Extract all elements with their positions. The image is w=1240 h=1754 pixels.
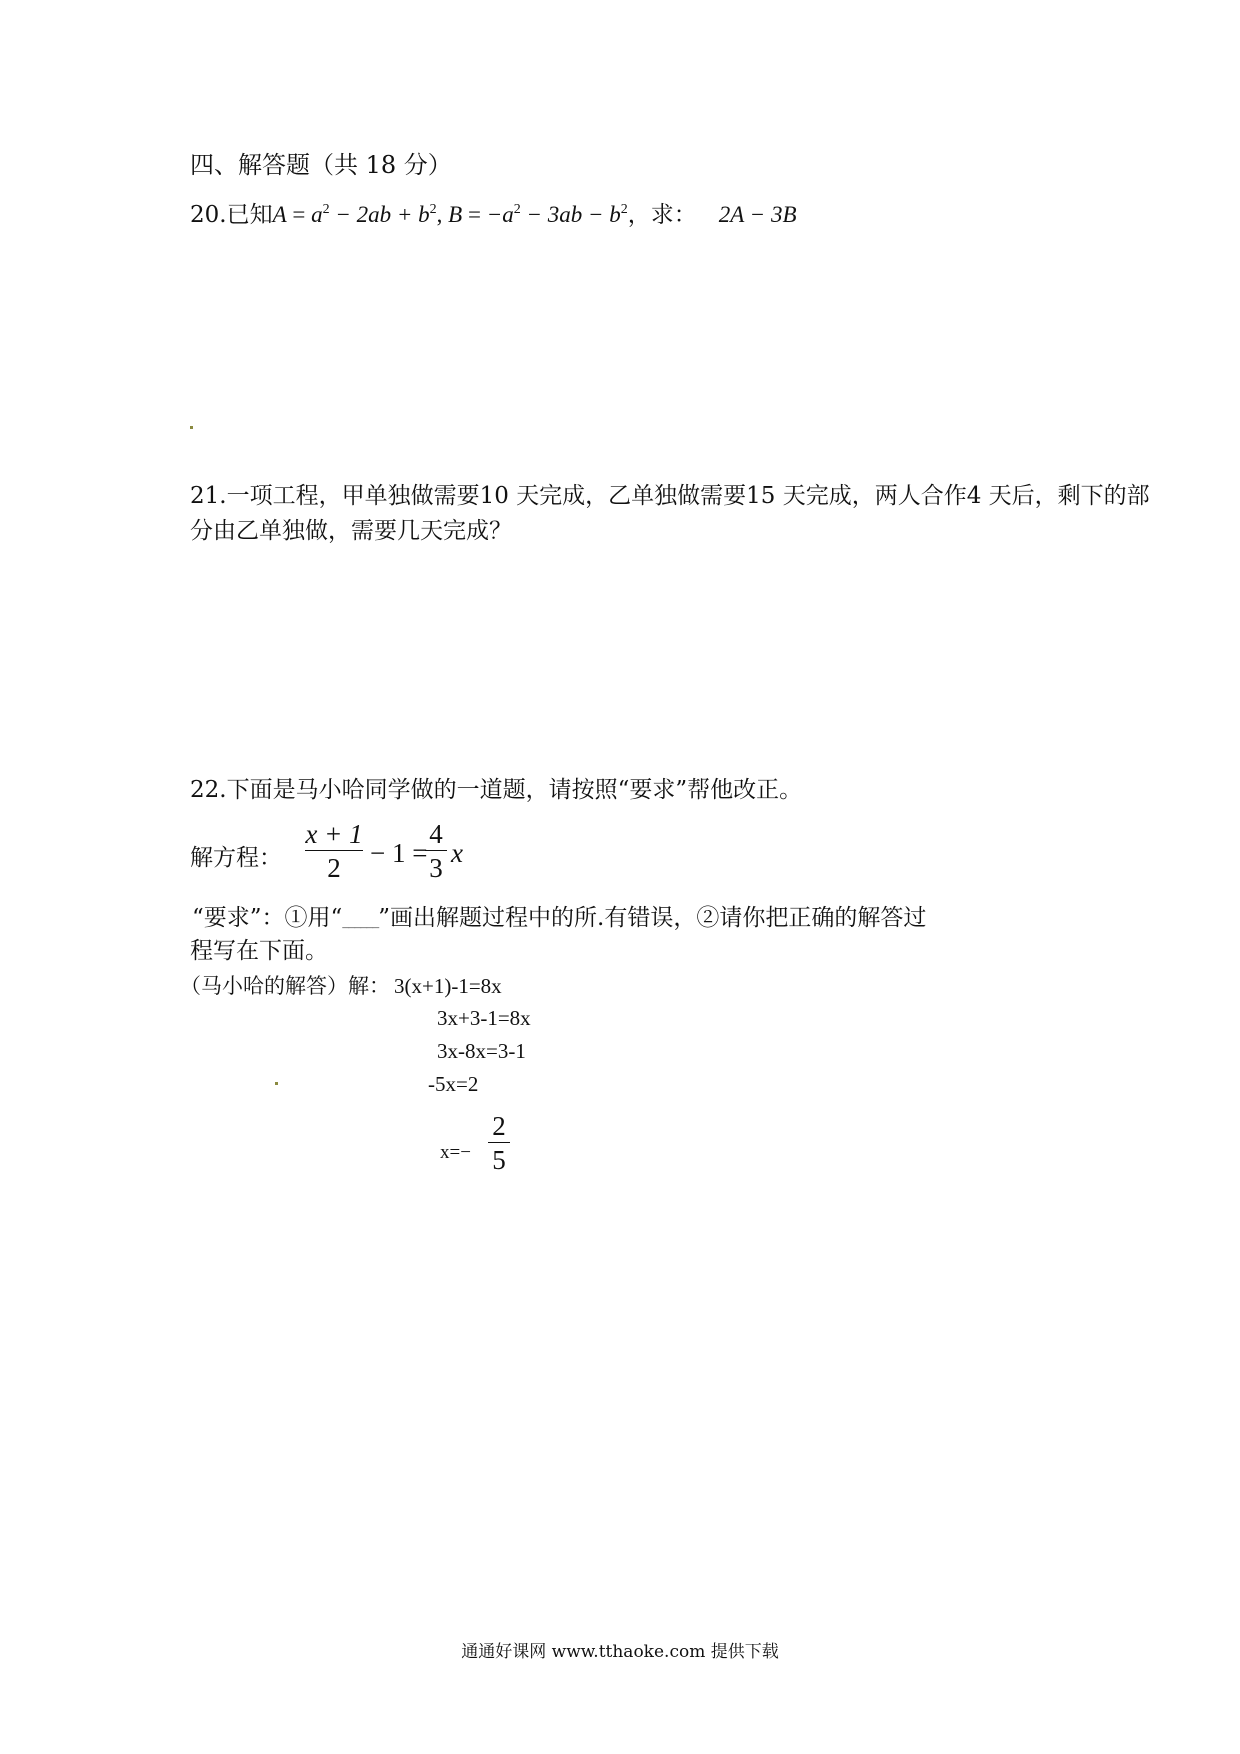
q20-eq2: = <box>462 202 487 227</box>
q20-term-3ab: − 3ab − <box>520 202 610 227</box>
q20-b2: b <box>609 202 621 227</box>
wavy-mark: ______ <box>342 913 379 929</box>
requirement-line-2: 程写在下面。 <box>190 938 328 964</box>
equation-rhs-fraction <box>425 818 447 885</box>
question-21-line-2: 分由乙单独做，需要几天完成？ <box>190 518 512 544</box>
solution-step-3: 3x-8x=3-1 <box>437 1039 526 1063</box>
solution-final-prefix: x=− <box>440 1142 471 1163</box>
solution-label <box>180 971 502 1001</box>
requirement-text-b: ”画出解题过程中的所.有错误，②请你把正确的解答过 <box>378 905 927 931</box>
speck <box>190 426 193 429</box>
q20-var-b: B <box>448 202 463 227</box>
q20-eq: = <box>286 202 312 227</box>
equation-lhs-fraction <box>305 818 363 885</box>
requirement-line-1 <box>192 903 926 936</box>
q20-prefix: 20.已知 <box>190 202 273 228</box>
lhs-numerator: x + 1 <box>305 819 363 849</box>
final-numerator: 2 <box>492 1111 506 1141</box>
lhs-denominator: 2 <box>327 853 341 883</box>
solve-label: 解方程： <box>190 845 282 871</box>
requirement-text-a: “要求”：①用“ <box>192 905 343 931</box>
q20-minus-a: −a <box>486 202 514 227</box>
solution-label-text: （马小哈的解答）解： <box>180 974 390 998</box>
rhs-numerator: 4 <box>429 819 443 849</box>
q20-var-a: A <box>272 202 287 227</box>
question-22-line-1: 22.下面是马小哈同学做的一道题，请按照“要求”帮他改正。 <box>190 777 803 803</box>
q20-target: 2A − 3B <box>718 202 797 227</box>
solution-step-2: 3x+3-1=8x <box>437 1006 531 1030</box>
q20-qiu: ，求： <box>627 202 697 228</box>
solution-step-4: -5x=2 <box>428 1072 479 1096</box>
q20-sq2: 2 <box>429 202 437 217</box>
q20-b: b <box>418 202 430 227</box>
q20-sq3: 2 <box>513 202 521 217</box>
rhs-variable: x <box>451 838 463 868</box>
solution-final-fraction <box>488 1110 510 1177</box>
q20-sq4: 2 <box>620 202 628 217</box>
q20-term-2ab: − 2ab + <box>329 202 419 227</box>
solution-step-1: 3(x+1)-1=8x <box>394 974 502 998</box>
section-heading: 四、解答题（共 18 分） <box>190 151 452 179</box>
rhs-denominator: 3 <box>429 853 443 883</box>
final-denominator: 5 <box>492 1145 506 1175</box>
equation-middle: − 1 = <box>370 838 428 868</box>
speck <box>275 1082 278 1085</box>
footer-credit: 通通好课网 www.tthaoke.com 提供下载 <box>461 1642 779 1662</box>
question-20 <box>190 200 797 230</box>
question-21-line-1: 21.一项工程，甲单独做需要10 天完成，乙单独做需要15 天完成，两人合作4 天后，剩下的部 <box>190 483 1150 509</box>
q20-a: a <box>311 202 323 227</box>
q20-comma: , <box>436 202 449 227</box>
q20-sq1: 2 <box>322 202 330 217</box>
